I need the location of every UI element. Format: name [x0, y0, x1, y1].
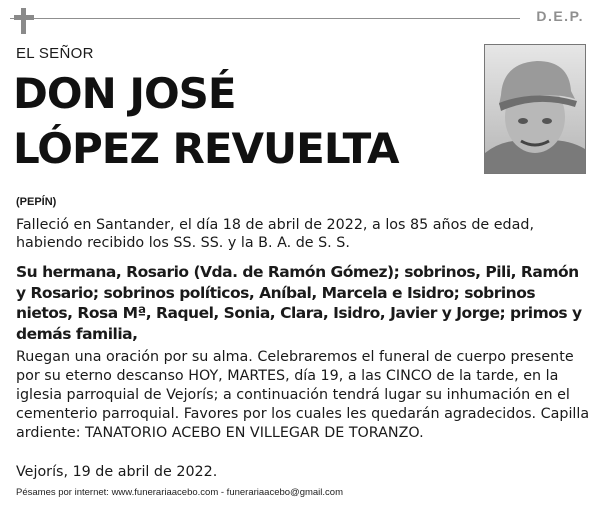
- name-line-2: LÓPEZ REVUELTA: [13, 124, 399, 173]
- place-date: Vejorís, 19 de abril de 2022.: [16, 464, 218, 480]
- nickname: (PEPÍN): [16, 196, 57, 208]
- honorific: EL SEÑOR: [16, 45, 94, 62]
- deceased-name: [13, 66, 399, 176]
- portrait-photo: [484, 44, 586, 174]
- header-rule: [10, 18, 520, 19]
- name-line-1: DON JOSÉ: [13, 69, 236, 118]
- death-notice: Falleció en Santander, el día 18 de abril de 2022, a los 85 años de edad, habiendo recibido los SS. SS. y la B. A. de S. S.: [16, 217, 534, 251]
- condolences-footer: Pésames por internet: www.funerariaacebo.com - funerariaacebo@gmail.com: [16, 487, 343, 498]
- dep-label: D.E.P.: [536, 8, 584, 24]
- family-list: Su hermana, Rosario (Vda. de Ramón Gómez); sobrinos, Pili, Ramón y Rosario; sobrinos políticos, Aníbal, Marcela e Isidro; sobrinos nietos, Rosa Mª, Raquel, Sonia, Clara, Isidro, Javier y Jorge; primos y demás familia,: [16, 263, 582, 343]
- cross-icon: [14, 8, 34, 34]
- funeral-details: Ruegan una oración por su alma. Celebraremos el funeral de cuerpo presente por su eterno descanso HOY, MARTES, día 19, a las CINCO de la tarde, en la iglesia parroquial de Vejorís; a continuación tendrá lugar su inhumación en el cementerio parroquial. Favores por los cuales les quedarán agradecidos. Capilla ardiente: TANATORIO ACEBO EN VILLEGAR DE TORANZO.: [16, 349, 590, 441]
